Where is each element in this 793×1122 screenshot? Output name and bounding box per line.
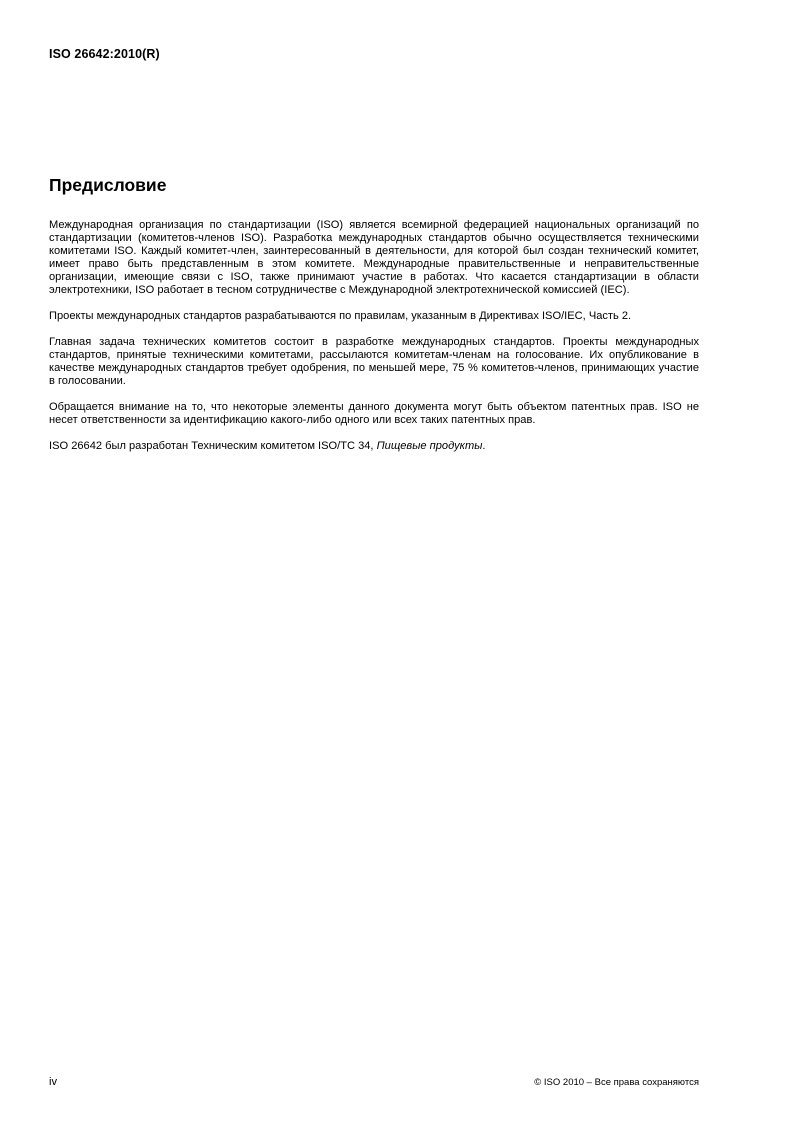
copyright-notice: © ISO 2010 – Все права сохраняются: [534, 1077, 699, 1088]
prepared-by-text: ISO 26642 был разработан Техническим комитетом ISO/TC 34,: [49, 440, 377, 452]
paragraph-iso-intro: Международная организация по стандартизации (ISO) является всемирной федерацией национальных организаций по стандартизации (комитетов-членов ISO). Разработка международных стандартов обычно осуществляется техническими комитетами ISO. Каждый комитет-член, заинтересованный в деятельности, для которой был создан технический комитет, имеет право быть представленным в этом комитете. Международные правительственные и неправительственные организации, имеющие связи с ISO, также принимают участие в работах. Что касается стандартизации в области электротехники, ISO работает в тесном сотрудничестве с Международной электротехнической комиссией (IEC).: [49, 219, 699, 296]
committee-title: Пищевые продукты: [376, 440, 483, 452]
paragraph-committees-task: Главная задача технических комитетов состоит в разработке международных стандартов. Проекты международных стандартов, принятые техническими комитетами, рассылаются комитетам-членам на голосование. Их опубликование в качестве международных стандартов требует одобрения, по меньшей мере, 75 % комитетов-членов, принимающих участие в голосовании.: [49, 336, 699, 387]
page-title: Предисловие: [49, 175, 167, 195]
page-number: iv: [49, 1076, 58, 1088]
paragraph-patent-rights: Обращается внимание на то, что некоторые элементы данного документа могут быть объектом патентных прав. ISO не несет ответственности за идентификацию какого-либо одного или всех таких патентных прав.: [49, 401, 699, 426]
paragraph-prepared-by: [49, 440, 699, 453]
document-id: ISO 26642:2010(R): [49, 47, 160, 61]
paragraph-directives: Проекты международных стандартов разрабатываются по правилам, указанным в Директивах ISO/IEC, Часть 2.: [49, 310, 632, 322]
prepared-by-end: .: [482, 440, 486, 452]
foreword-body: [49, 219, 699, 466]
